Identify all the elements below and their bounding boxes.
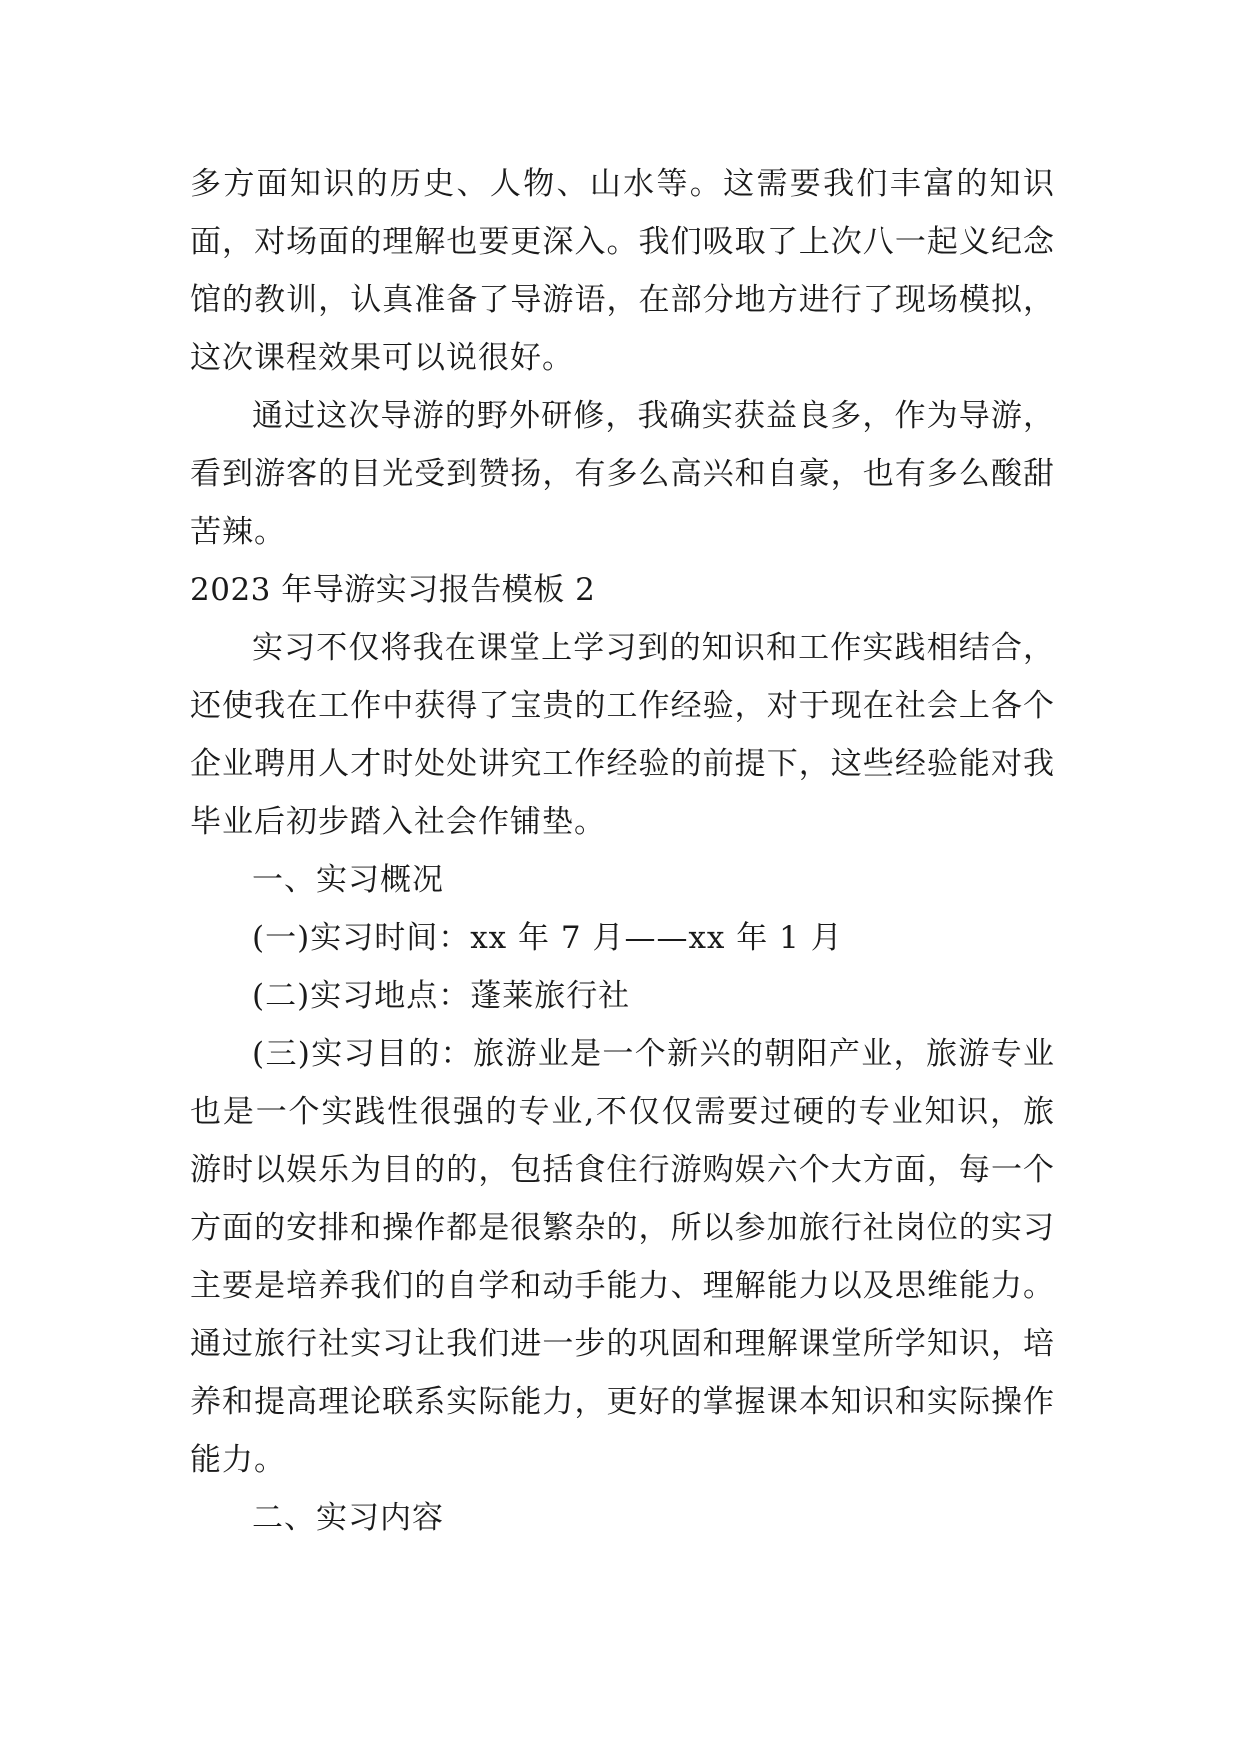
paragraph-continuation: 多方面知识的历史、人物、山水等。这需要我们丰富的知识面，对场面的理解也要更深入。我们吸取了上次八一起义纪念馆的教训，认真准备了导游语，在部分地方进行了现场模拟，这次课程效果可以说很好。 (190, 166, 1055, 376)
heading-content: 二、实习内容 (252, 1500, 444, 1536)
document-body (190, 155, 1055, 1547)
paragraph-intro: 实习不仅将我在课堂上学习到的知识和工作实践相结合，还使我在工作中获得了宝贵的工作经验，对于现在社会上各个企业聘用人才时处处讲究工作经验的前提下，这些经验能对我毕业后初步踏入社会作铺垫。 (190, 630, 1055, 840)
paragraph-reflection: 通过这次导游的野外研修，我确实获益良多，作为导游，看到游客的目光受到赞扬，有多么高兴和自豪，也有多么酸甜苦辣。 (190, 398, 1055, 550)
item-internship-purpose: (三)实习目的：旅游业是一个新兴的朝阳产业，旅游专业也是一个实践性很强的专业,不仅仅需要过硬的专业知识，旅游时以娱乐为目的的，包括食住行游购娱六个大方面，每一个方面的安排和操作都是很繁杂的，所以参加旅行社岗位的实习主要是培养我们的自学和动手能力、理解能力以及思维能力。通过旅行社实习让我们进一步的巩固和理解课堂所学知识，培养和提高理论联系实际能力，更好的掌握课本知识和实际操作能力。 (190, 1036, 1055, 1478)
item-internship-time: (一)实习时间：xx 年 7 月——xx 年 1 月 (252, 920, 843, 956)
item-internship-location: (二)实习地点：蓬莱旅行社 (252, 978, 631, 1014)
heading-overview: 一、实习概况 (252, 862, 444, 898)
section-title: 2023 年导游实习报告模板 2 (190, 572, 596, 608)
